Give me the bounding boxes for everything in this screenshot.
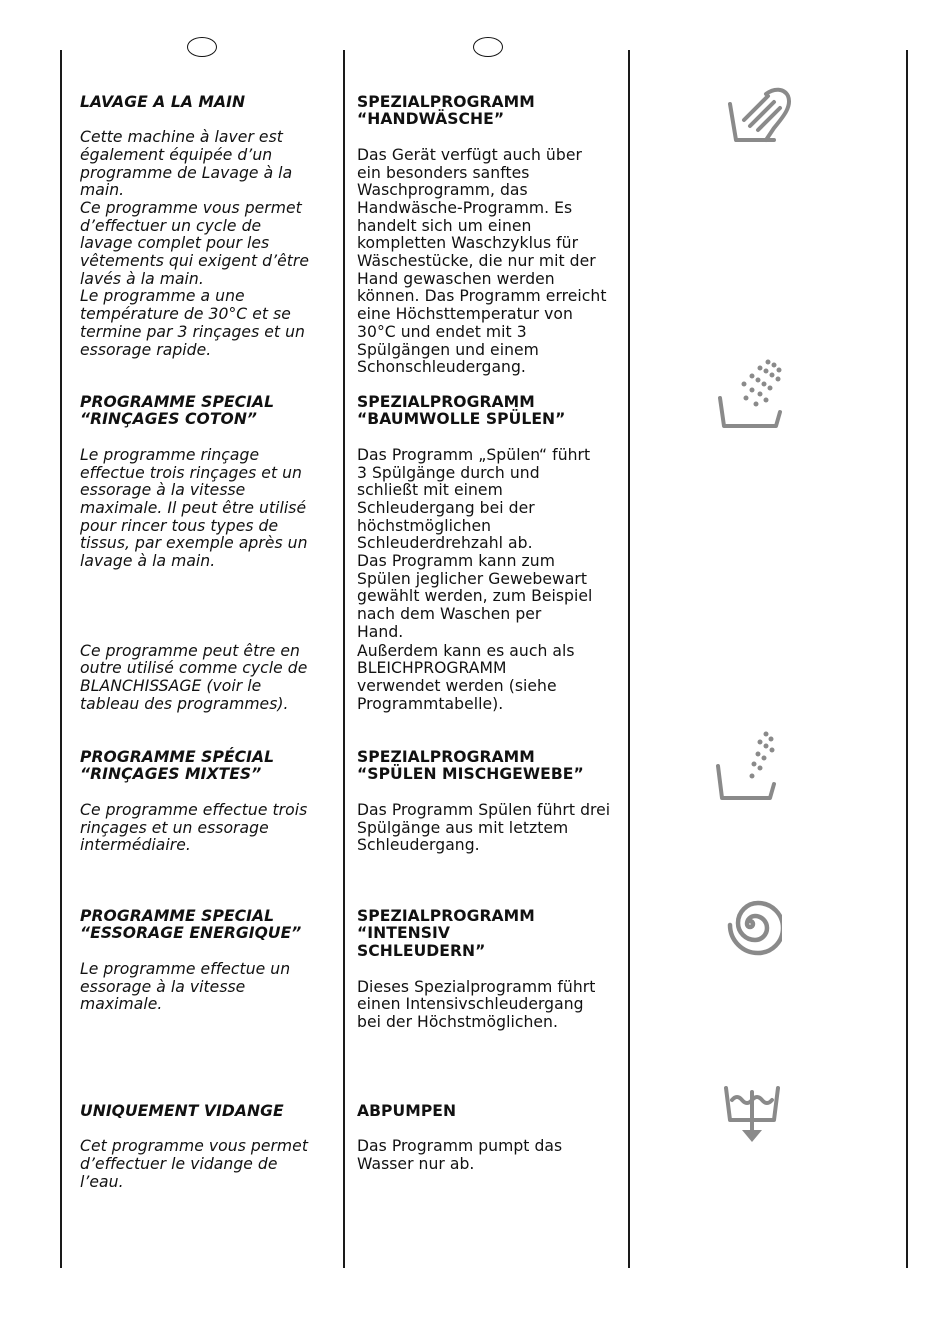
drain-icon — [722, 1084, 782, 1146]
fr-section-rinse-cotton — [80, 376, 342, 588]
rinse-mixed-icon — [714, 730, 784, 802]
de-section-spin — [357, 890, 622, 1049]
rinse-cotton-icon — [716, 356, 788, 428]
language-marker-de — [473, 37, 503, 57]
de-section-hand-wash — [357, 76, 622, 395]
fr-section-text: Cette machine à laver est également équipée d’un programme de Lavage à la main. Ce programme vous permet d’effectuer un cycle de lavage complet pour les vêtements qui exigent d’être lavés à la main. Le programme a une température de 30°C et se termine par 3 rinçages et un essorage rapide. — [80, 128, 310, 359]
fr-section-rinse-mixed — [80, 731, 342, 873]
de-section-title: ABPUMPEN — [357, 1101, 457, 1120]
fr-section-text: Cet programme vous permet d’effectuer le vidange de l’eau. — [80, 1137, 308, 1191]
de-section-text: Das Programm pumpt das Wasser nur ab. — [357, 1137, 563, 1173]
hand-wash-icon — [722, 84, 802, 146]
de-section-rinse-cotton — [357, 376, 622, 659]
column-divider-1 — [343, 50, 345, 1268]
fr-section-title: LAVAGE A LA MAIN — [80, 92, 246, 111]
de-section-title: SPEZIALPROGRAMM “SPÜLEN MISCHGEWEBE” — [357, 747, 584, 784]
spin-icon — [718, 892, 782, 956]
right-margin-rule — [906, 50, 908, 1268]
fr-section-drain — [80, 1085, 342, 1209]
de-section-title: SPEZIALPROGRAMM “BAUMWOLLE SPÜLEN” — [357, 392, 566, 429]
de-section-drain — [357, 1085, 622, 1191]
fr-section-text: Le programme effectue un essorage à la vitesse maximale. — [80, 959, 291, 1014]
fr-section-text: Ce programme peut être en outre utilisé comme cycle de BLANCHISSAGE (voir le tableau des programmes). — [80, 641, 308, 713]
de-section-title: SPEZIALPROGRAMM “INTENSIV SCHLEUDERN” — [357, 906, 535, 961]
language-marker-fr — [187, 37, 217, 57]
left-margin-rule — [60, 50, 62, 1268]
de-section-text: Das Gerät verfügt auch über ein besonders sanftes Waschprogramm, das Handwäsche-Programm. Es handelt sich um einen kompletten Waschzyklus für Wäschestücke, die nur mit der Hand gewaschen werden können. Das Programm erreicht eine Höchsttemperatur von 30°C und endet mit 3 Spülgängen und einem Schonschleudergang. — [357, 145, 607, 377]
fr-section-text: Ce programme effectue trois rinçages et un essorage intermédiaire. — [80, 800, 308, 855]
fr-section-hand-wash — [80, 76, 342, 377]
fr-section-title: PROGRAMME SPECIAL “ESSORAGE ENERGIQUE” — [80, 906, 302, 943]
column-divider-2 — [628, 50, 630, 1268]
fr-section-title: PROGRAMME SPECIAL “RINÇAGES COTON” — [80, 392, 275, 429]
de-section-title: SPEZIALPROGRAMM “HANDWÄSCHE” — [357, 92, 535, 129]
de-section-text: Das Programm „Spülen“ führt 3 Spülgänge durch und schließt mit einem Schleudergang bei der höchstmöglichen Schleuderdrehzahl ab. Das Programm kann zum Spülen jeglicher Gewebewart gewählt werden, zum Beispiel nach dem Waschen per Hand. — [357, 445, 593, 641]
fr-section-text: Le programme rinçage effectue trois rinçages et un essorage à la vitesse maximale. Il peut être utilisé pour rincer tous types de tissus, par exemple après un lavage à la main. — [80, 445, 308, 571]
de-section-text: Außerdem kann es auch als BLEICHPROGRAMM verwendet werden (siehe Programmtabelle). — [357, 641, 575, 713]
fr-section-title: UNIQUEMENT VIDANGE — [80, 1101, 284, 1120]
de-section-text: Dieses Spezialprogramm führt einen Intensivschleudergang bei der Höchstmöglichen. — [357, 977, 596, 1031]
de-section-rinse-mixed — [357, 731, 622, 873]
fr-section-spin — [80, 890, 342, 1032]
fr-section-bleach-note — [80, 625, 342, 731]
de-section-bleach-note — [357, 625, 622, 731]
de-section-text: Das Programm Spülen führt drei Spülgänge aus mit letztem Schleudergang. — [357, 800, 611, 855]
fr-section-title: PROGRAMME SPÉCIAL “RINÇAGES MIXTES” — [80, 747, 275, 784]
